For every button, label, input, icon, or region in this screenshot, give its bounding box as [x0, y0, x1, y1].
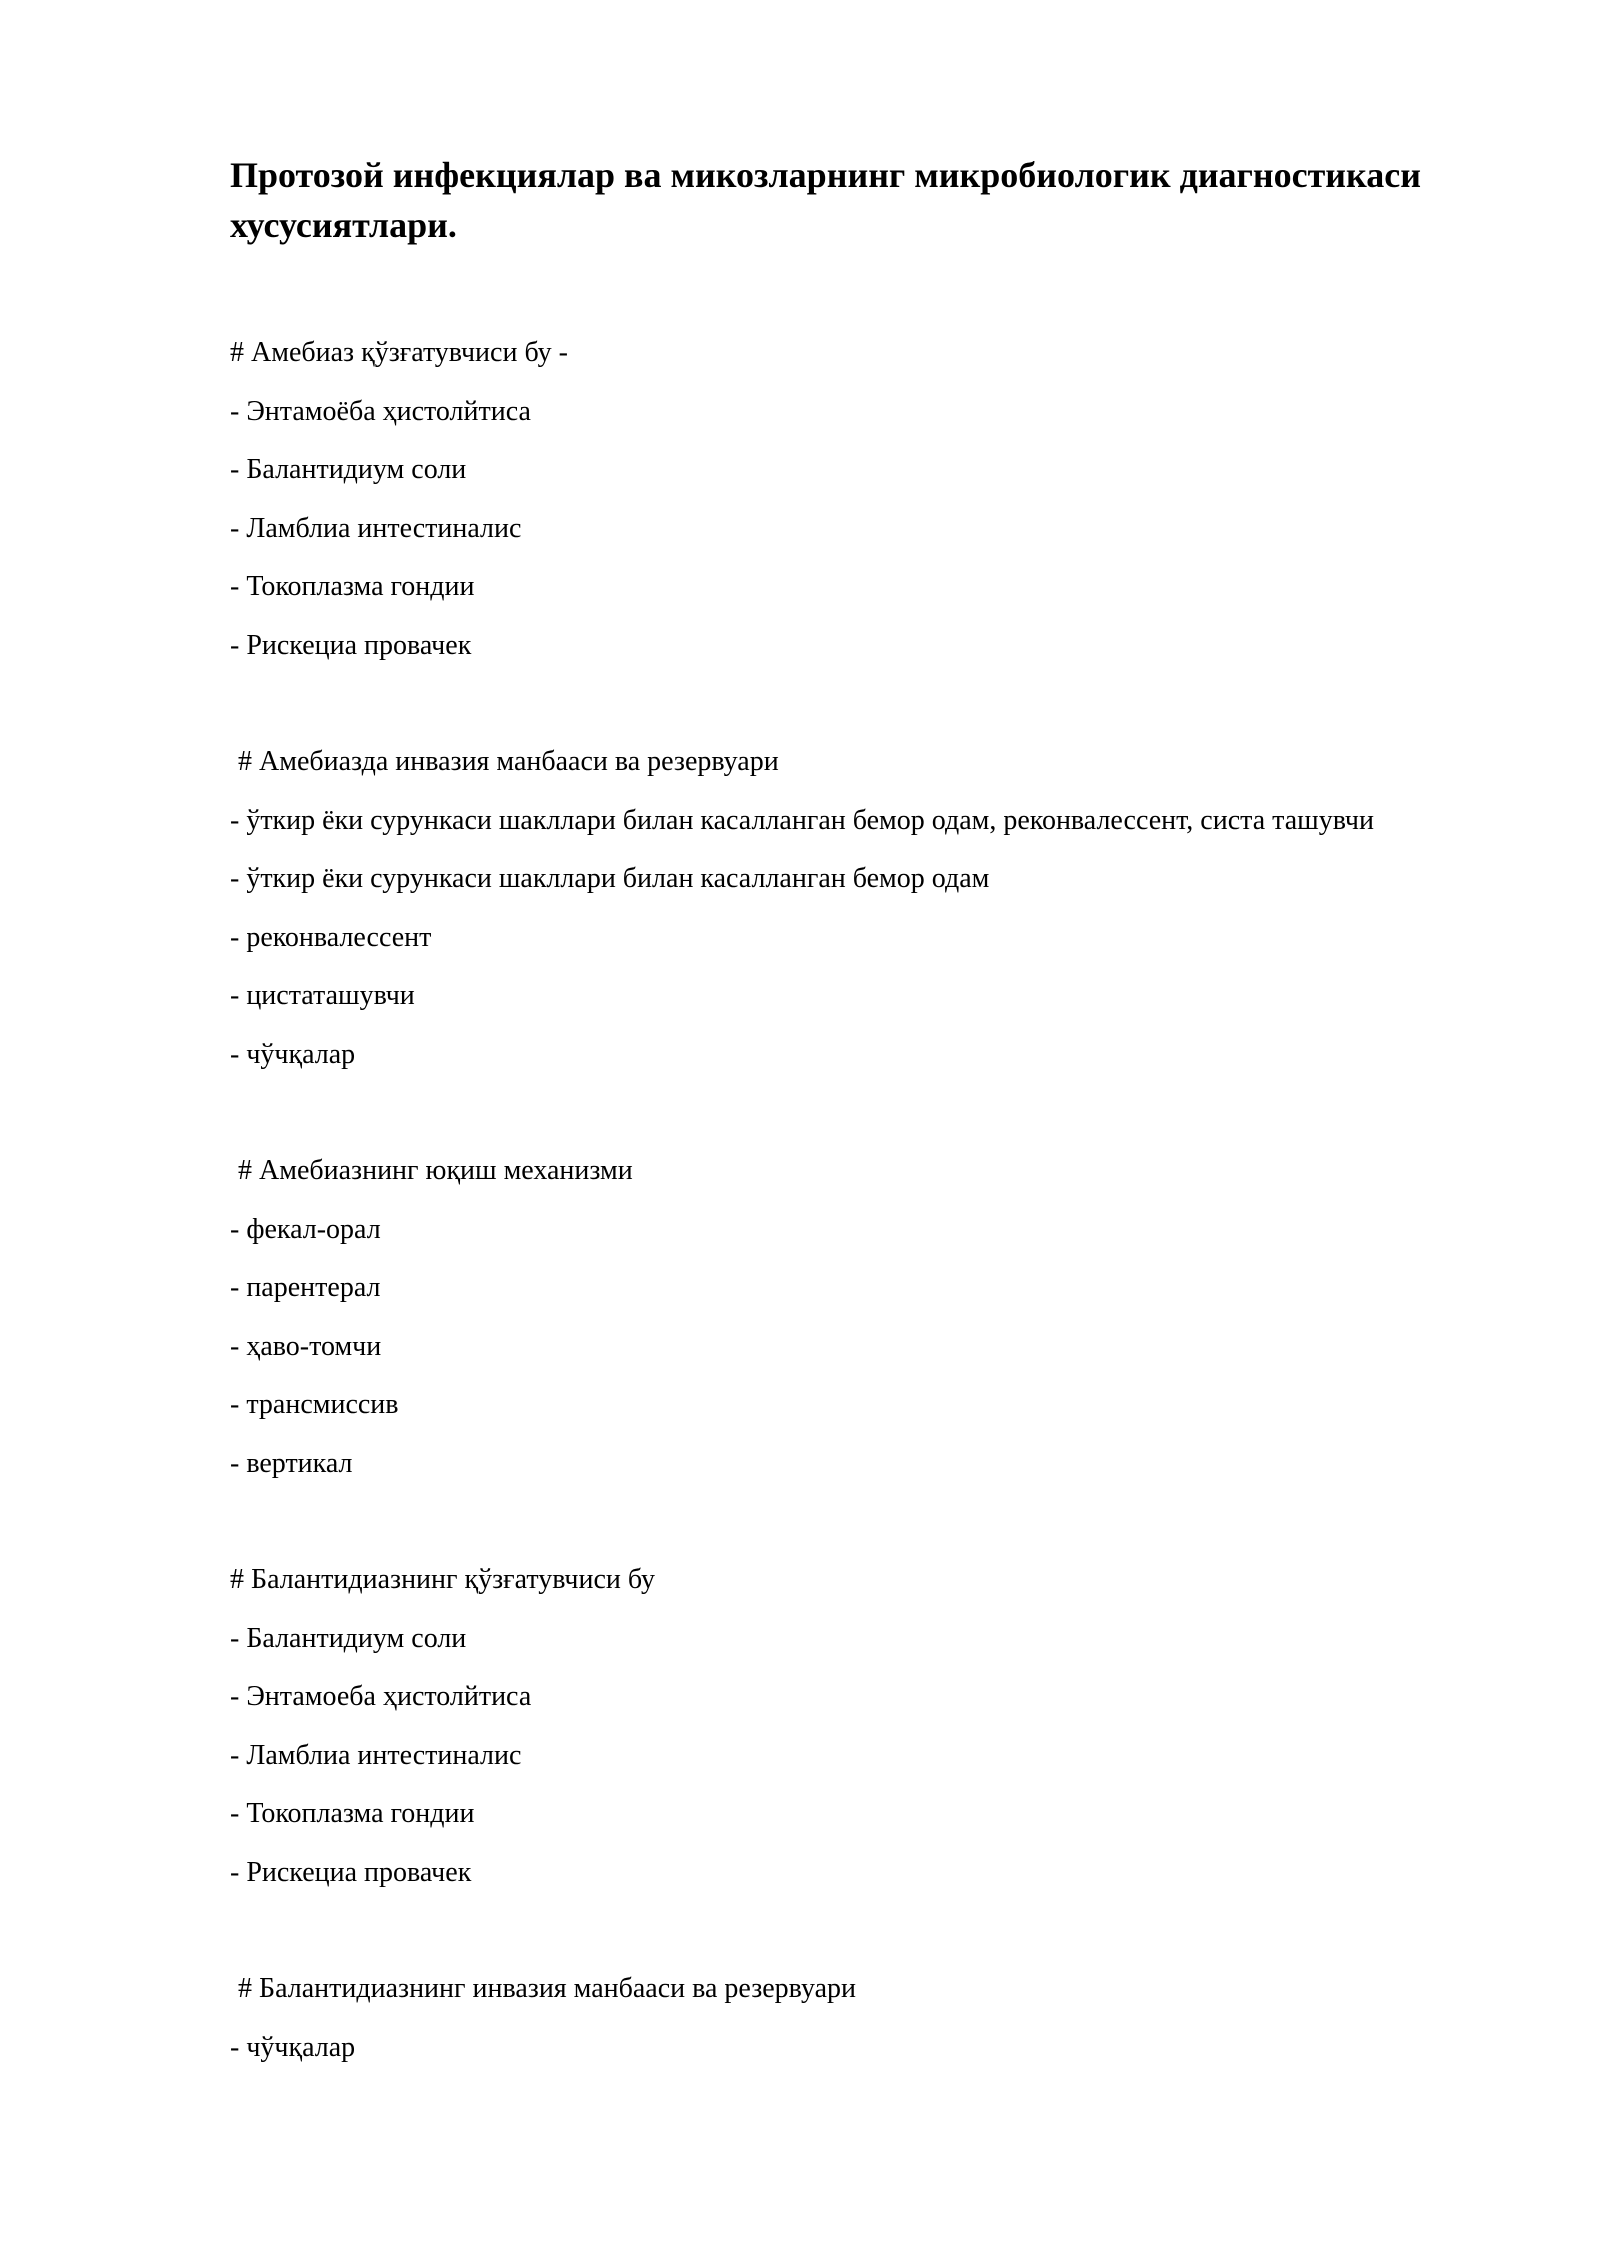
answer-option: - Ламблиа интестиналис [230, 512, 522, 544]
answer-option: - цистаташувчи [230, 980, 415, 1011]
answer-option: - ўткир ёки сурункаси шакллари билан касалланган бемор одам [230, 863, 990, 894]
answer-option: - вертикал [230, 1447, 353, 1479]
question-block-amebiasis-source [230, 733, 1530, 1084]
question-text: # Амебиазнинг юқиш механизми [238, 1155, 633, 1186]
answer-option: - Балантидиум соли [230, 1622, 467, 1654]
answer-option: - ҳаво-томчи [230, 1330, 382, 1362]
answer-option: - реконвалессент [230, 921, 432, 953]
answer-option: - ўткир ёки сурункаси шакллари билан касалланган бемор одам, реконвалессент, систа ташувчи [230, 804, 1374, 836]
question-text: # Балантидиазнинг қўзғатувчиси бу [230, 1564, 656, 1595]
answer-option: - чўчқалар [230, 1038, 356, 1070]
answer-option: - парентерал [230, 1272, 381, 1303]
answer-option: - Энтамоеба ҳистолйтиса [230, 1681, 532, 1712]
answer-option: - Токоплазма гондии [230, 571, 475, 602]
answer-option: - Рискециа провачек [230, 1856, 472, 1888]
document-title: Протозой инфекциялар ва микозларнинг микробиологик диагностикаси хусусиятлари. [230, 155, 1421, 245]
question-block-amebiasis-transmission [230, 1142, 1530, 1493]
question-block-balantidiasis-source [230, 1960, 1530, 2077]
question-block-amebiasis-agent [230, 324, 1530, 675]
question-block-balantidiasis-agent [230, 1551, 1530, 1902]
question-text: # Амебиазда инвазия манбааси ва резервуари [238, 746, 779, 777]
answer-option: - Энтамоёба ҳистолйтиса [230, 395, 531, 427]
answer-option: - Рискециа провачек [230, 629, 472, 661]
question-text: # Балантидиазнинг инвазия манбааси ва резервуари [238, 1973, 856, 2004]
answer-option: - трансмиссив [230, 1389, 399, 1420]
answer-option: - Балантидиум соли [230, 454, 467, 485]
answer-option: - Ламблиа интестиналис [230, 1739, 522, 1771]
answer-option: - фекал-орал [230, 1213, 381, 1245]
answer-option: - чўчқалар [230, 2031, 356, 2063]
question-text: # Амебиаз қўзғатувчиси бу - [230, 337, 568, 368]
answer-option: - Токоплазма гондии [230, 1798, 475, 1829]
